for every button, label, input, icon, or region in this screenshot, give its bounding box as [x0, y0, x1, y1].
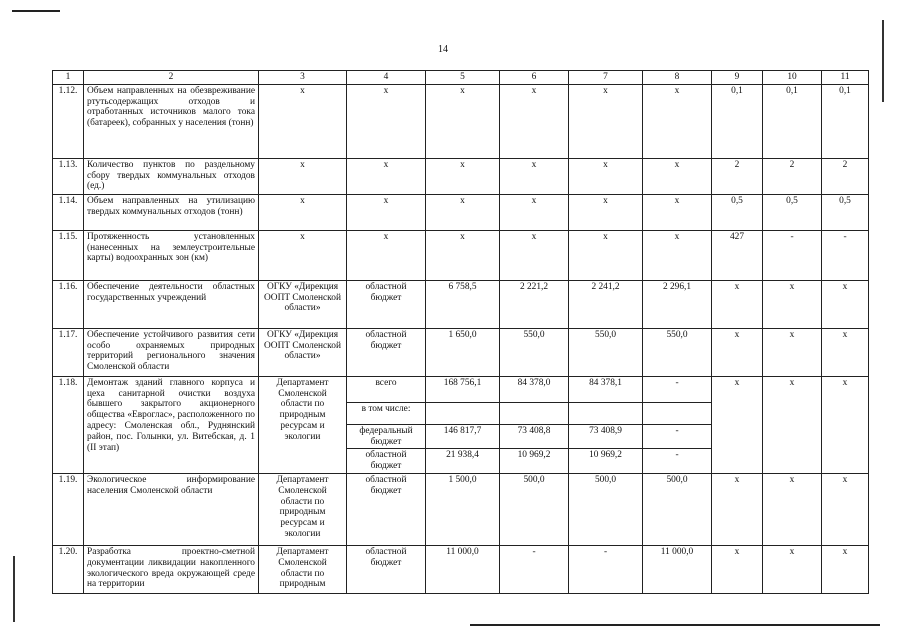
cell-value: - — [569, 545, 643, 593]
column-number: 3 — [259, 71, 347, 85]
cell-value: х — [712, 473, 763, 545]
cell-total: 168 756,1 — [426, 376, 500, 402]
cell-responsible: Департамент Смоленской области по природным ресурсам и экологии — [259, 473, 347, 545]
cell-value: х — [822, 328, 869, 376]
cell-total: 146 817,7 — [426, 424, 500, 449]
column-number: 2 — [84, 71, 259, 85]
cell-value: х — [569, 230, 643, 280]
column-number: 8 — [643, 71, 712, 85]
cell-funding-source: х — [347, 194, 426, 230]
cell-responsible: ОГКУ «Дирекция ООПТ Смоленской области» — [259, 280, 347, 328]
cell-value: 2 241,2 — [569, 280, 643, 328]
scan-artifact-line-bottom — [470, 624, 880, 626]
activity-description: Разработка проектно-сметной документации ликвидации накопленного экологического вреда окружающей среде на территории — [84, 545, 259, 593]
cell-value: х — [500, 230, 569, 280]
cell-value: 10 969,2 — [500, 449, 569, 474]
cell-value: х — [712, 545, 763, 593]
cell-responsible: Департамент Смоленской области по природным — [259, 545, 347, 593]
cell-value: 73 408,8 — [500, 424, 569, 449]
cell-value: х — [822, 280, 869, 328]
cell-value: 0,5 — [712, 194, 763, 230]
cell-value: 427 — [712, 230, 763, 280]
row-number: 1.14. — [53, 194, 84, 230]
cell-value: 11 000,0 — [643, 545, 712, 593]
cell-responsible: х — [259, 84, 347, 158]
activity-description: Количество пунктов по раздельному сбору твердых коммунальных отходов (ед.) — [84, 158, 259, 194]
cell-funding-source: федеральный бюджет — [347, 424, 426, 449]
activity-description: Демонтаж зданий главного корпуса и цеха санитарной очистки воздуха бывшего закрытого акционерного общества «Евроглас», расположенного по адресу: Смоленская обл., Руднянский район, пос. Голынки, ул. Витебская, д. 1 (II этап) — [84, 376, 259, 473]
cell-value: - — [763, 230, 822, 280]
cell-responsible: ОГКУ «Дирекция ООПТ Смоленской области» — [259, 328, 347, 376]
activity-description: Объем направленных на обезвреживание ртутьсодержащих отходов и отработанных источников малого тока (батареек), собранных у населения (тонн) — [84, 84, 259, 158]
cell-total: 1 500,0 — [426, 473, 500, 545]
cell-value: 550,0 — [643, 328, 712, 376]
cell-total: 11 000,0 — [426, 545, 500, 593]
cell-total: 6 758,5 — [426, 280, 500, 328]
cell-value — [500, 402, 569, 424]
table-row — [53, 194, 869, 230]
cell-value: 0,1 — [763, 84, 822, 158]
table-row — [53, 376, 869, 402]
cell-value: 2 296,1 — [643, 280, 712, 328]
cell-responsible: Департамент Смоленской области по природным ресурсам и экологии — [259, 376, 347, 473]
activity-description: Объем направленных на утилизацию твердых коммунальных отходов (тонн) — [84, 194, 259, 230]
cell-value: 0,1 — [822, 84, 869, 158]
cell-funding-source: всего — [347, 376, 426, 402]
cell-value: 84 378,1 — [569, 376, 643, 402]
cell-funding-source: х — [347, 84, 426, 158]
cell-value: - — [822, 230, 869, 280]
row-number: 1.17. — [53, 328, 84, 376]
cell-value: 2 — [712, 158, 763, 194]
cell-funding-source: х — [347, 230, 426, 280]
cell-value: х — [500, 194, 569, 230]
row-number: 1.12. — [53, 84, 84, 158]
cell-value: 2 — [822, 158, 869, 194]
cell-value: 500,0 — [500, 473, 569, 545]
cell-value: 550,0 — [569, 328, 643, 376]
cell-value: х — [822, 545, 869, 593]
cell-value: х — [500, 84, 569, 158]
cell-funding-source: в том числе: — [347, 402, 426, 424]
cell-value: 2 — [763, 158, 822, 194]
cell-responsible: х — [259, 158, 347, 194]
cell-value: х — [763, 545, 822, 593]
cell-value: х — [569, 194, 643, 230]
cell-value — [643, 402, 712, 424]
column-number: 1 — [53, 71, 84, 85]
column-number: 9 — [712, 71, 763, 85]
cell-funding-source: х — [347, 158, 426, 194]
cell-funding-source: областной бюджет — [347, 328, 426, 376]
cell-total: х — [426, 84, 500, 158]
table-row — [53, 84, 869, 158]
cell-value: 0,5 — [763, 194, 822, 230]
row-number: 1.16. — [53, 280, 84, 328]
cell-value: 500,0 — [643, 473, 712, 545]
cell-value: х — [712, 328, 763, 376]
cell-total: х — [426, 194, 500, 230]
cell-value: х — [712, 376, 763, 473]
table-row — [53, 545, 869, 593]
column-number: 7 — [569, 71, 643, 85]
cell-value: - — [643, 424, 712, 449]
cell-value: - — [643, 449, 712, 474]
column-number: 4 — [347, 71, 426, 85]
column-number: 5 — [426, 71, 500, 85]
cell-value: - — [643, 376, 712, 402]
scan-artifact-line-right — [882, 20, 884, 102]
cell-total — [426, 402, 500, 424]
cell-total: х — [426, 230, 500, 280]
table-row — [53, 158, 869, 194]
table-row — [53, 230, 869, 280]
column-number-row — [53, 71, 869, 85]
cell-funding-source: областной бюджет — [347, 280, 426, 328]
cell-value: х — [643, 230, 712, 280]
cell-value: х — [763, 280, 822, 328]
cell-value: х — [569, 84, 643, 158]
activity-description: Обеспечение деятельности областных государственных учреждений — [84, 280, 259, 328]
cell-total: х — [426, 158, 500, 194]
scan-artifact-line-left — [13, 556, 15, 622]
row-number: 1.20. — [53, 545, 84, 593]
cell-value: х — [763, 473, 822, 545]
cell-value: х — [569, 158, 643, 194]
row-number: 1.19. — [53, 473, 84, 545]
cell-value: 84 378,0 — [500, 376, 569, 402]
cell-value: 500,0 — [569, 473, 643, 545]
cell-responsible: х — [259, 230, 347, 280]
cell-funding-source: областной бюджет — [347, 545, 426, 593]
table-row — [53, 280, 869, 328]
cell-funding-source: областной бюджет — [347, 473, 426, 545]
row-number: 1.15. — [53, 230, 84, 280]
cell-value: х — [763, 328, 822, 376]
table-row — [53, 473, 869, 545]
cell-value: х — [712, 280, 763, 328]
column-number: 10 — [763, 71, 822, 85]
cell-funding-source: областной бюджет — [347, 449, 426, 474]
cell-value: х — [643, 158, 712, 194]
row-number: 1.13. — [53, 158, 84, 194]
activity-description: Экологическое информирование населения Смоленской области — [84, 473, 259, 545]
cell-total: 21 938,4 — [426, 449, 500, 474]
page-number: 14 — [438, 44, 448, 55]
cell-total: 1 650,0 — [426, 328, 500, 376]
activity-description: Протяженность установленных (нанесенных на землеустроительные карты) водоохранных зон (км) — [84, 230, 259, 280]
cell-value: х — [500, 158, 569, 194]
program-activities-table — [52, 70, 869, 594]
cell-value: х — [822, 376, 869, 473]
cell-value: 10 969,2 — [569, 449, 643, 474]
activity-description: Обеспечение устойчивого развития сети особо охраняемых природных территорий регионального значения Смоленской области — [84, 328, 259, 376]
cell-value: 2 221,2 — [500, 280, 569, 328]
column-number: 6 — [500, 71, 569, 85]
cell-value: - — [500, 545, 569, 593]
row-number: 1.18. — [53, 376, 84, 473]
cell-value: х — [822, 473, 869, 545]
cell-value: х — [643, 194, 712, 230]
cell-value: х — [643, 84, 712, 158]
cell-value — [569, 402, 643, 424]
cell-value: 73 408,9 — [569, 424, 643, 449]
table-row — [53, 328, 869, 376]
cell-value: 0,5 — [822, 194, 869, 230]
cell-value: 550,0 — [500, 328, 569, 376]
cell-value: 0,1 — [712, 84, 763, 158]
scan-artifact-line-top — [12, 10, 60, 12]
cell-value: х — [763, 376, 822, 473]
cell-responsible: х — [259, 194, 347, 230]
column-number: 11 — [822, 71, 869, 85]
